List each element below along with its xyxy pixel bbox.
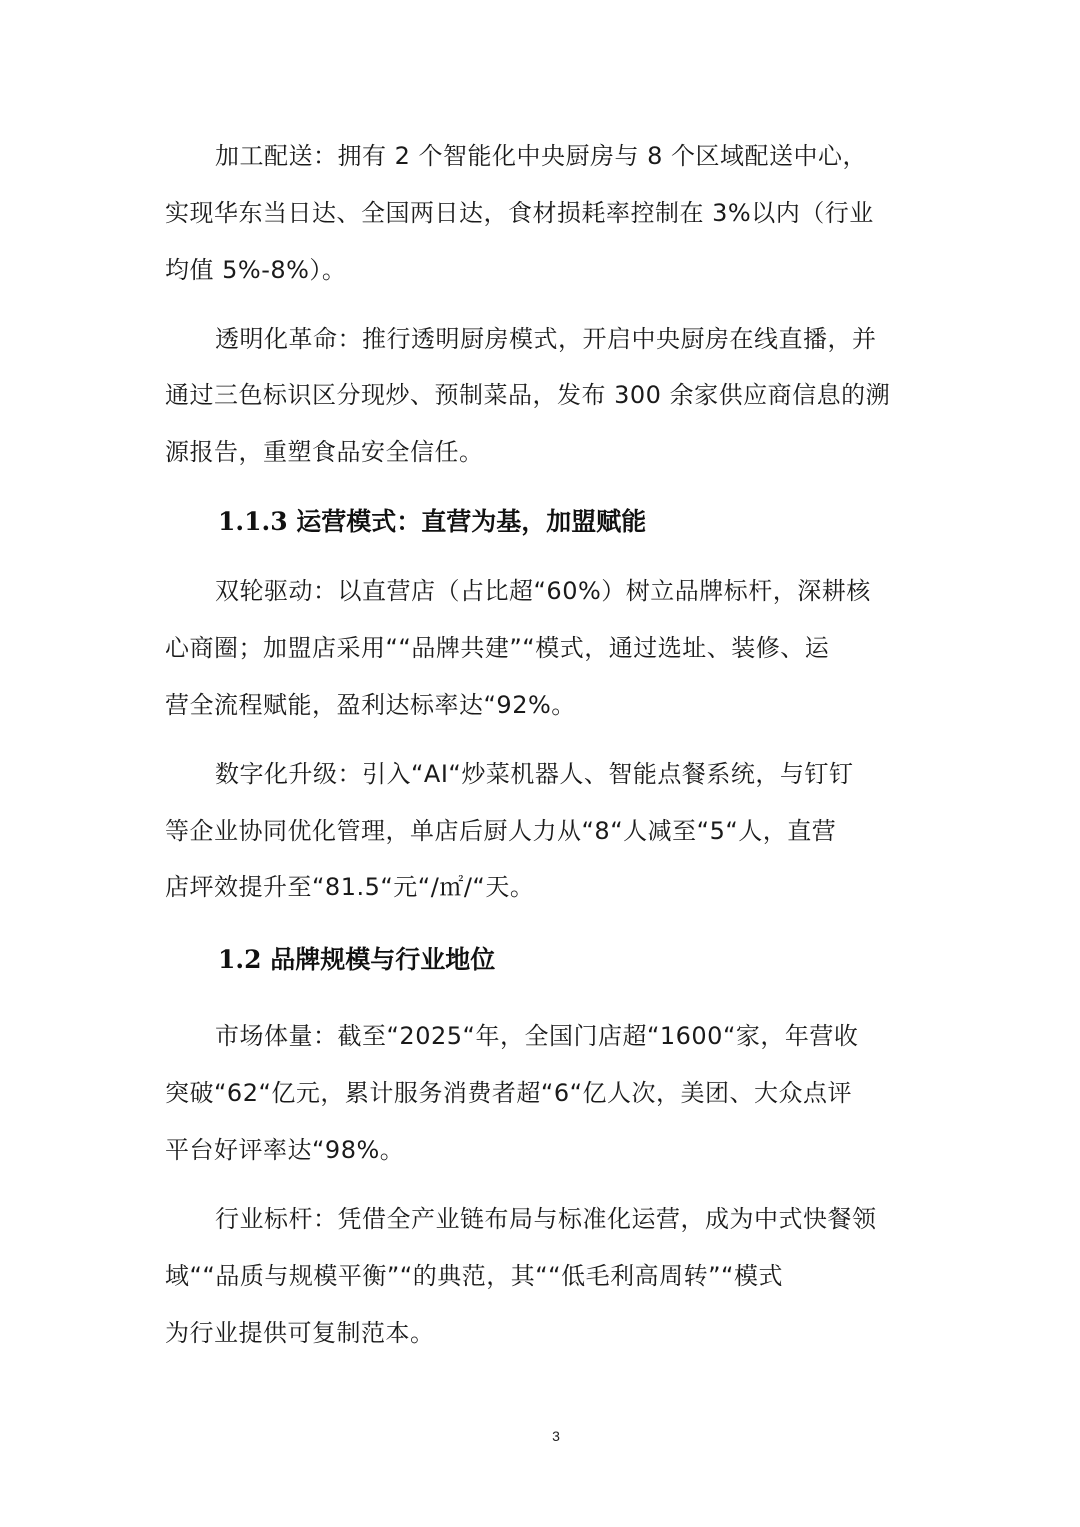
paragraph-line: 行业标杆：凭借全产业链布局与标准化运营，成为中式快餐领: [215, 1205, 877, 1233]
paragraph-line: 数字化升级：引入“AI“炒菜机器人、智能点餐系统，与钉钉: [215, 760, 854, 788]
paragraph-line: 店坪效提升至“81.5“元“/㎡/“天。: [165, 873, 535, 901]
paragraph-line: 通过三色标识区分现炒、预制菜品，发布 300 余家供应商信息的溯: [165, 381, 891, 409]
section-heading: 1.2 品牌规模与行业地位: [218, 945, 496, 974]
paragraph-line: 为行业提供可复制范本。: [165, 1319, 435, 1347]
paragraph-line: 双轮驱动：以直营店（占比超“60%）树立品牌标杆，深耕核: [215, 577, 871, 605]
paragraph-line: 加工配送：拥有 2 个智能化中央厨房与 8 个区域配送中心，: [215, 142, 868, 170]
section-heading: 1.1.3 运营模式：直营为基，加盟赋能: [218, 507, 647, 536]
paragraph-line: 实现华东当日达、全国两日达，食材损耗率控制在 3%以内（行业: [165, 199, 874, 227]
paragraph-line: 均值 5%-8%）。: [165, 256, 347, 284]
page-number: 3: [552, 1428, 560, 1444]
paragraph-line: 突破“62“亿元，累计服务消费者超“6“亿人次，美团、大众点评: [165, 1079, 853, 1107]
paragraph-line: 平台好评率达“98%。: [165, 1136, 405, 1164]
paragraph-line: 域““品质与规模平衡”“的典范，其““低毛利高周转”“模式: [165, 1262, 783, 1290]
paragraph-line: 营全流程赋能，盈利达标率达“92%。: [165, 691, 576, 719]
paragraph-line: 心商圈；加盟店采用““品牌共建”“模式，通过选址、装修、运: [165, 634, 830, 662]
paragraph-line: 透明化革命：推行透明厨房模式，开启中央厨房在线直播，并: [215, 325, 877, 353]
paragraph-line: 市场体量：截至“2025“年，全国门店超“1600“家，年营收: [215, 1022, 859, 1050]
paragraph-line: 源报告，重塑食品安全信任。: [165, 438, 484, 466]
paragraph-line: 等企业协同优化管理，单店后厨人力从“8“人减至“5“人，直营: [165, 817, 837, 845]
